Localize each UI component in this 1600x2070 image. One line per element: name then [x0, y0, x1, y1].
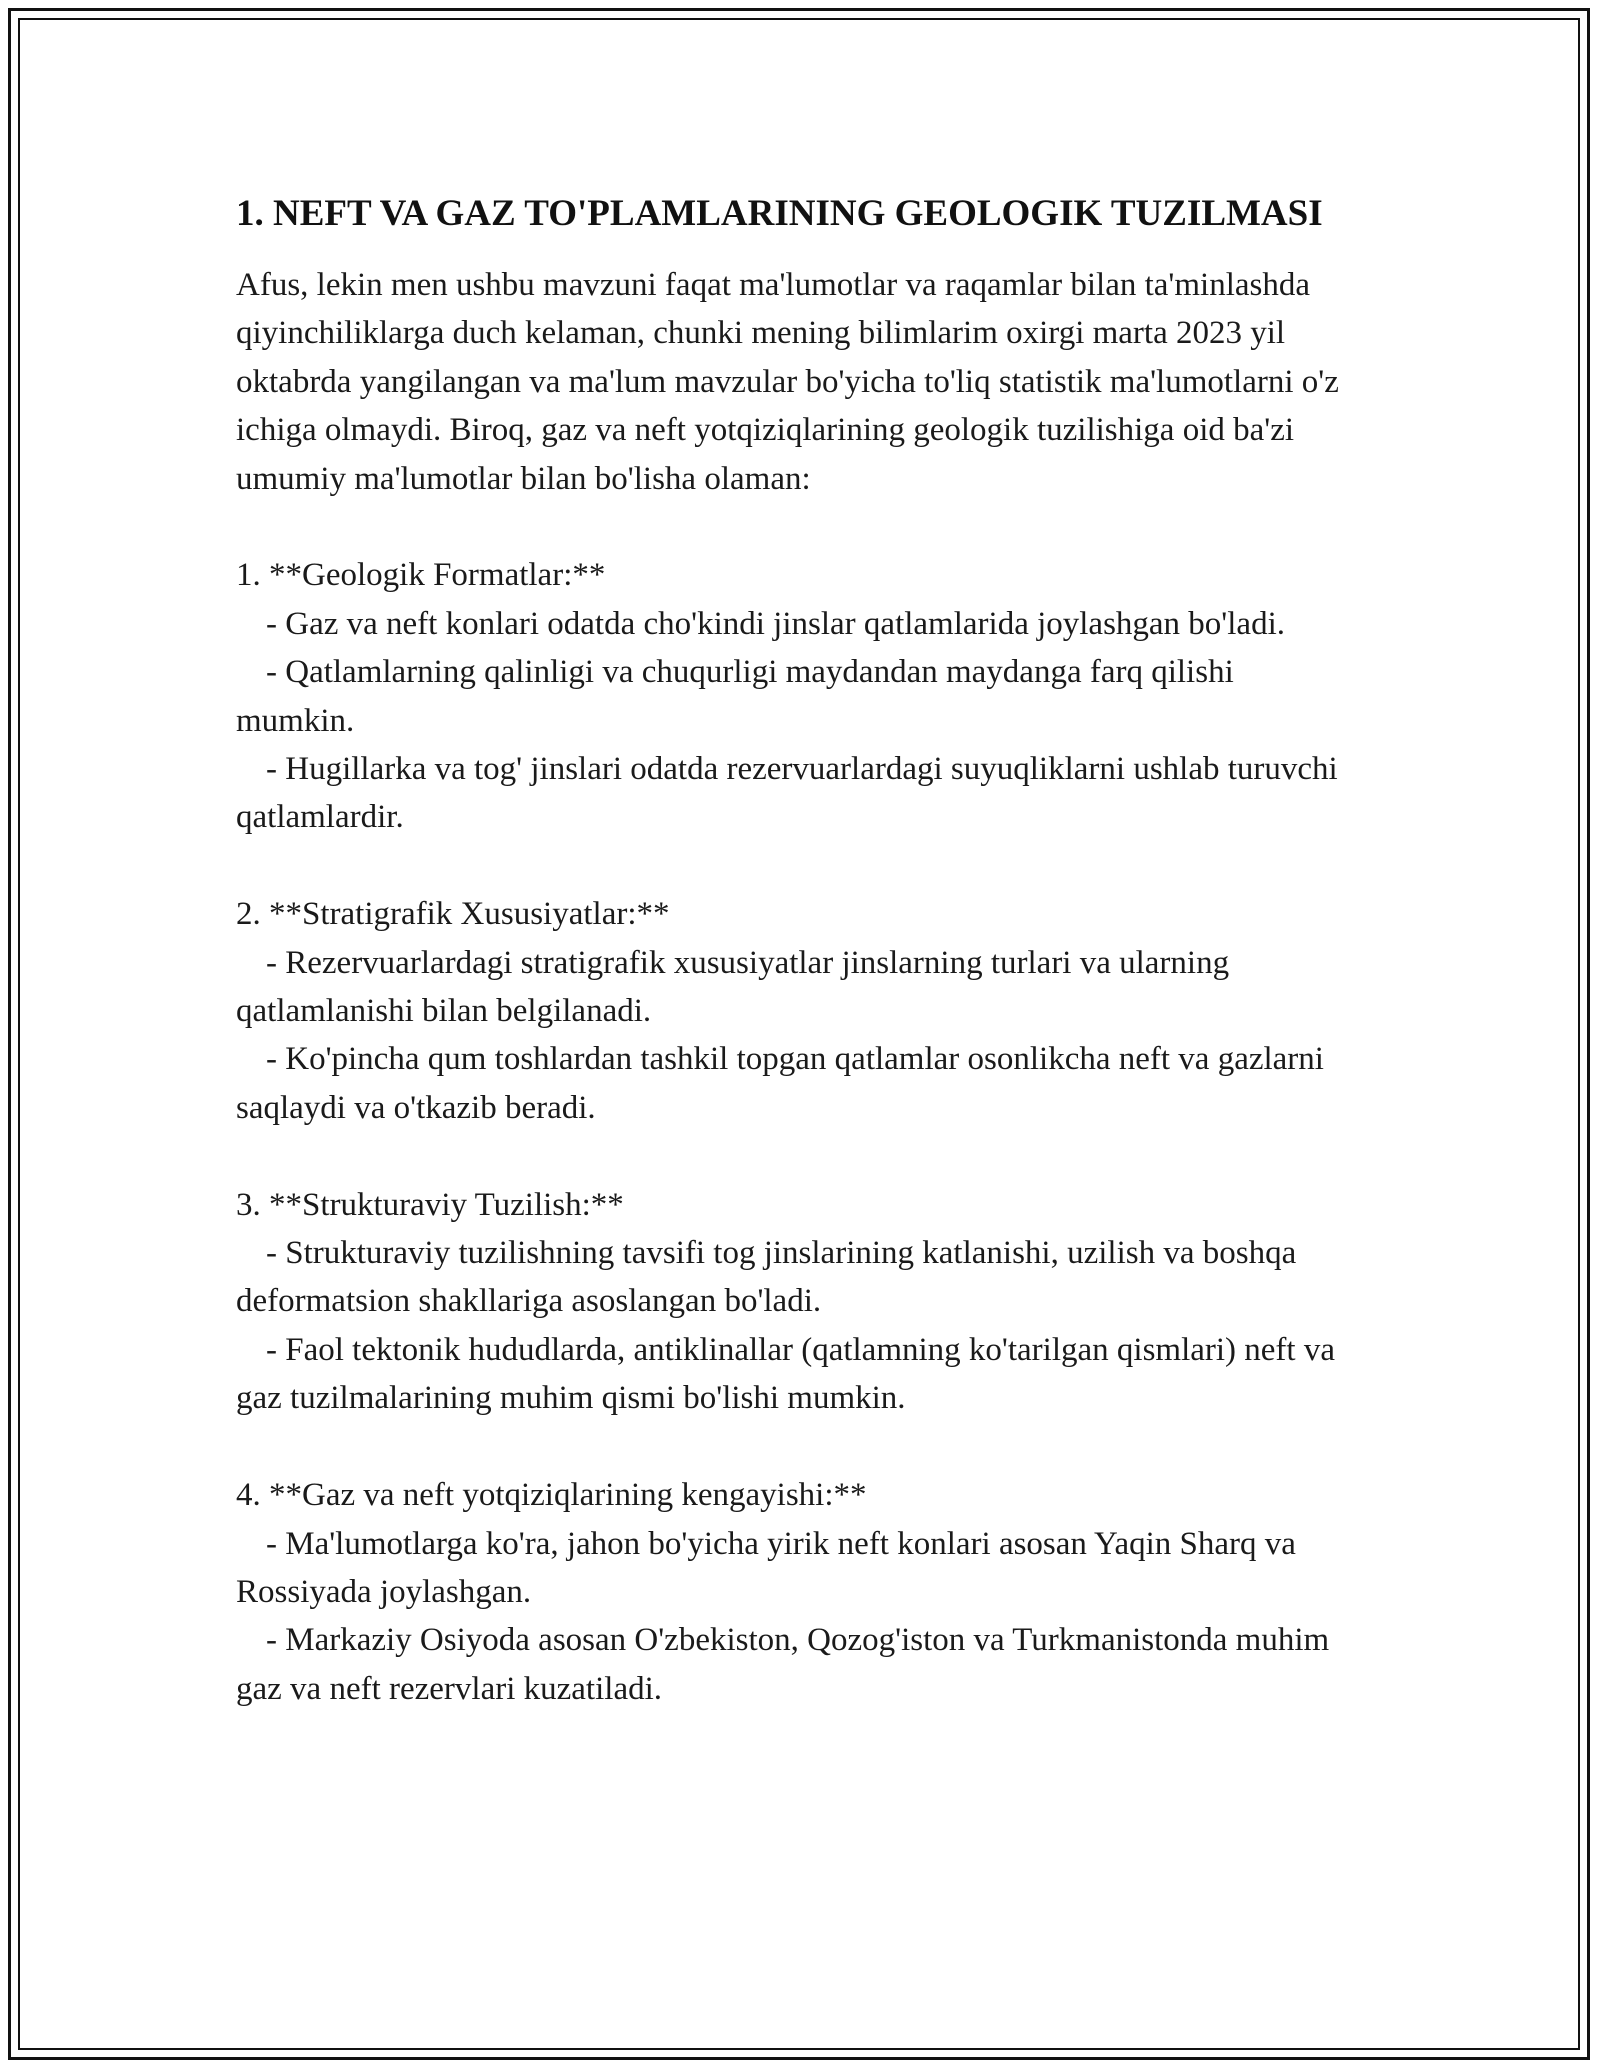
list-item: [236, 1520, 1356, 1617]
section-heading: 1. **Geologik Formatlar:**: [236, 557, 606, 594]
list-item: [236, 1326, 1356, 1423]
list-item: [236, 745, 1356, 842]
list-item-text: - Ko'pincha qum toshlardan tashkil topgan qatlamlar osonlikcha neft va gazlarni saqlaydi va o'tkazib beradi.: [236, 1041, 1324, 1126]
list-item-text: - Ma'lumotlarga ko'ra, jahon bo'yicha yirik neft konlari asosan Yaqin Sharq va Rossiyada joylashgan.: [236, 1525, 1296, 1610]
list-item: [236, 1616, 1356, 1713]
list-item: [236, 1229, 1356, 1326]
list-item: [236, 648, 1356, 745]
list-item-text: - Hugillarka va tog' jinslari odatda rezervuarlardagi suyuqliklarni ushlab turuvchi qatlamlardir.: [236, 751, 1338, 836]
document-body: [236, 186, 1356, 1713]
section-yotqiziqlar-kengayishi: [236, 1471, 1356, 1713]
section-geologik-formatlar: [236, 551, 1356, 841]
section-strukturaviy-tuzilish: [236, 1181, 1356, 1423]
list-item: [236, 600, 1356, 648]
list-item-text: - Faol tektonik hududlarda, antiklinallar (qatlamning ko'tarilgan qismlari) neft va gaz tuzilmalarining muhim qismi bo'lishi mumkin.: [236, 1331, 1335, 1417]
list-item: [236, 1035, 1356, 1132]
section-heading: 2. **Stratigrafik Xususiyatlar:**: [236, 896, 670, 933]
section-heading: 4. **Gaz va neft yotqiziqlarining kengayishi:**: [236, 1477, 867, 1514]
intro-paragraph: Afus, lekin men ushbu mavzuni faqat ma'lumotlar va raqamlar bilan ta'minlashda qiyinchiliklarga duch kelaman, chunki mening bilimlarim oxirgi marta 2023 yil oktabrda yangilangan va ma'lum mavzular bo'yicha to'liq statistik ma'lumotlarni o'z ichiga olmaydi. Biroq, gaz va neft yotqiziqlarining geologik tuzilishiga oid ba'zi umumiy ma'lumotlar bilan bo'lisha olaman:: [236, 267, 1348, 497]
list-item-text: - Qatlamlarning qalinligi va chuqurligi maydandan maydanga farq qilishi mumkin.: [236, 654, 1234, 739]
section-stratigrafik-xususiyatlar: [236, 890, 1356, 1132]
list-item-text: - Markaziy Osiyoda asosan O'zbekiston, Qozog'iston va Turkmanistonda muhim gaz va neft rezervlari kuzatiladi.: [236, 1622, 1330, 1707]
section-heading: 3. **Strukturaviy Tuzilish:**: [236, 1186, 624, 1223]
list-item: [236, 939, 1356, 1036]
document-title: 1. NEFT VA GAZ TO'PLAMLARINING GEOLOGIK TUZILMASI: [236, 193, 1323, 234]
list-item-text: - Strukturaviy tuzilishning tavsifi tog jinslarining katlanishi, uzilish va boshqa deformatsion shakllariga asoslangan bo'ladi.: [236, 1235, 1297, 1320]
list-item-text: - Gaz va neft konlari odatda cho'kindi jinslar qatlamlarida joylashgan bo'ladi.: [266, 605, 1285, 642]
list-item-text: - Rezervuarlardagi stratigrafik xususiyatlar jinslarning turlari va ularning qatlamlanishi bilan belgilanadi.: [236, 944, 1230, 1030]
